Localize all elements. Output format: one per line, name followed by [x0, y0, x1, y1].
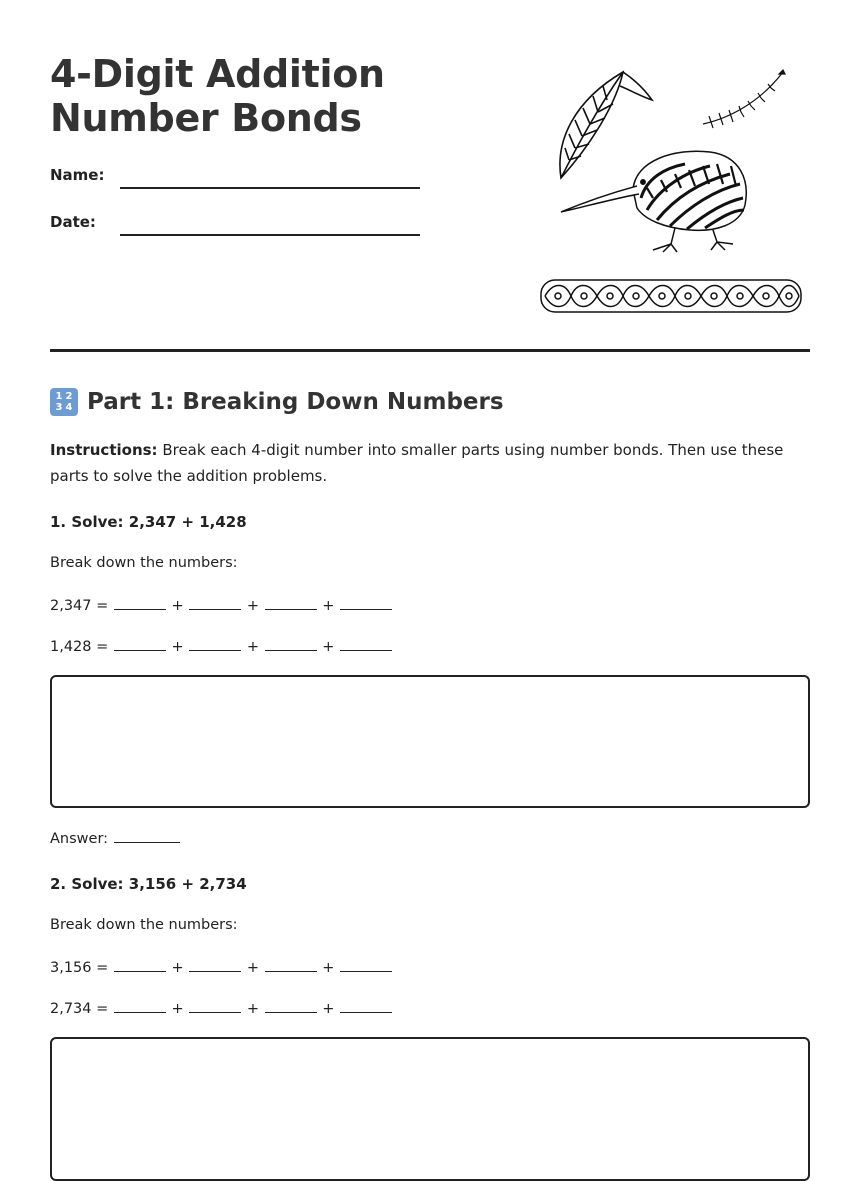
equals-sign: =	[91, 1001, 113, 1017]
answer-blank[interactable]	[114, 830, 180, 843]
worksheet-title	[50, 52, 385, 140]
blank-field[interactable]	[340, 638, 392, 651]
break-down-label: Break down the numbers:	[50, 917, 238, 933]
plus-sign: +	[166, 639, 189, 655]
problem-title: 1. Solve: 2,347 + 1,428	[50, 513, 247, 531]
plus-sign: +	[242, 1001, 264, 1017]
icon-digit: 1	[55, 391, 63, 402]
section-heading	[50, 388, 504, 416]
equals-sign: =	[91, 639, 113, 655]
blank-field[interactable]	[340, 597, 392, 610]
bond-line	[50, 959, 393, 976]
section-heading-text: Part 1: Breaking Down Numbers	[87, 389, 504, 415]
title-line-1: 4-Digit Addition	[50, 52, 385, 96]
fern-sprig-illustration	[703, 70, 785, 128]
work-area-box[interactable]	[50, 675, 810, 808]
work-area-box[interactable]	[50, 1037, 810, 1181]
icon-digit: 3	[55, 402, 63, 413]
name-line[interactable]	[120, 187, 420, 189]
blank-field[interactable]	[114, 959, 166, 972]
answer-line	[50, 830, 181, 847]
plus-sign: +	[242, 598, 264, 614]
instructions	[50, 437, 810, 489]
blank-field[interactable]	[114, 1000, 166, 1013]
blank-field[interactable]	[114, 638, 166, 651]
blank-field[interactable]	[189, 597, 241, 610]
blank-field[interactable]	[114, 597, 166, 610]
bond-line	[50, 638, 393, 655]
bond-number: 3,156	[50, 960, 92, 976]
plus-sign: +	[317, 598, 340, 614]
blank-field[interactable]	[340, 959, 392, 972]
bond-line	[50, 1000, 393, 1017]
date-label: Date:	[50, 213, 96, 231]
title-line-2: Number Bonds	[50, 96, 362, 140]
name-label: Name:	[50, 166, 105, 184]
blank-field[interactable]	[265, 959, 317, 972]
equals-sign: =	[91, 960, 113, 976]
problem-title: 2. Solve: 3,156 + 2,734	[50, 875, 247, 893]
plus-sign: +	[242, 960, 264, 976]
plus-sign: +	[317, 639, 340, 655]
blank-field[interactable]	[189, 959, 241, 972]
blank-field[interactable]	[265, 1000, 317, 1013]
name-field[interactable]	[50, 160, 430, 190]
blank-field[interactable]	[265, 638, 317, 651]
bond-number: 2,347	[50, 598, 92, 614]
kiwi-bird-illustration	[535, 60, 810, 325]
plus-sign: +	[242, 639, 264, 655]
date-line[interactable]	[120, 234, 420, 236]
equals-sign: =	[91, 598, 113, 614]
answer-label: Answer:	[50, 831, 109, 847]
plus-sign: +	[317, 1001, 340, 1017]
date-field[interactable]	[50, 207, 430, 237]
bond-line	[50, 597, 393, 614]
plus-sign: +	[317, 960, 340, 976]
icon-digit: 4	[65, 402, 73, 413]
bond-number: 1,428	[50, 639, 92, 655]
instructions-text: Break each 4-digit number into smaller parts using number bonds. Then use these parts to solve the addition problems.	[50, 441, 784, 485]
bond-number: 2,734	[50, 1001, 92, 1017]
blank-field[interactable]	[189, 1000, 241, 1013]
blank-field[interactable]	[340, 1000, 392, 1013]
keycap-1234-icon	[50, 388, 78, 416]
blank-field[interactable]	[265, 597, 317, 610]
break-down-label: Break down the numbers:	[50, 555, 238, 571]
blank-field[interactable]	[189, 638, 241, 651]
icon-digit: 2	[65, 391, 73, 402]
plus-sign: +	[166, 598, 189, 614]
plus-sign: +	[166, 960, 189, 976]
kiwi-body	[561, 151, 746, 252]
maori-pattern-border	[541, 280, 801, 312]
header-divider	[50, 349, 810, 352]
fern-leaf-illustration	[560, 72, 652, 178]
plus-sign: +	[166, 1001, 189, 1017]
instructions-label: Instructions:	[50, 441, 158, 459]
